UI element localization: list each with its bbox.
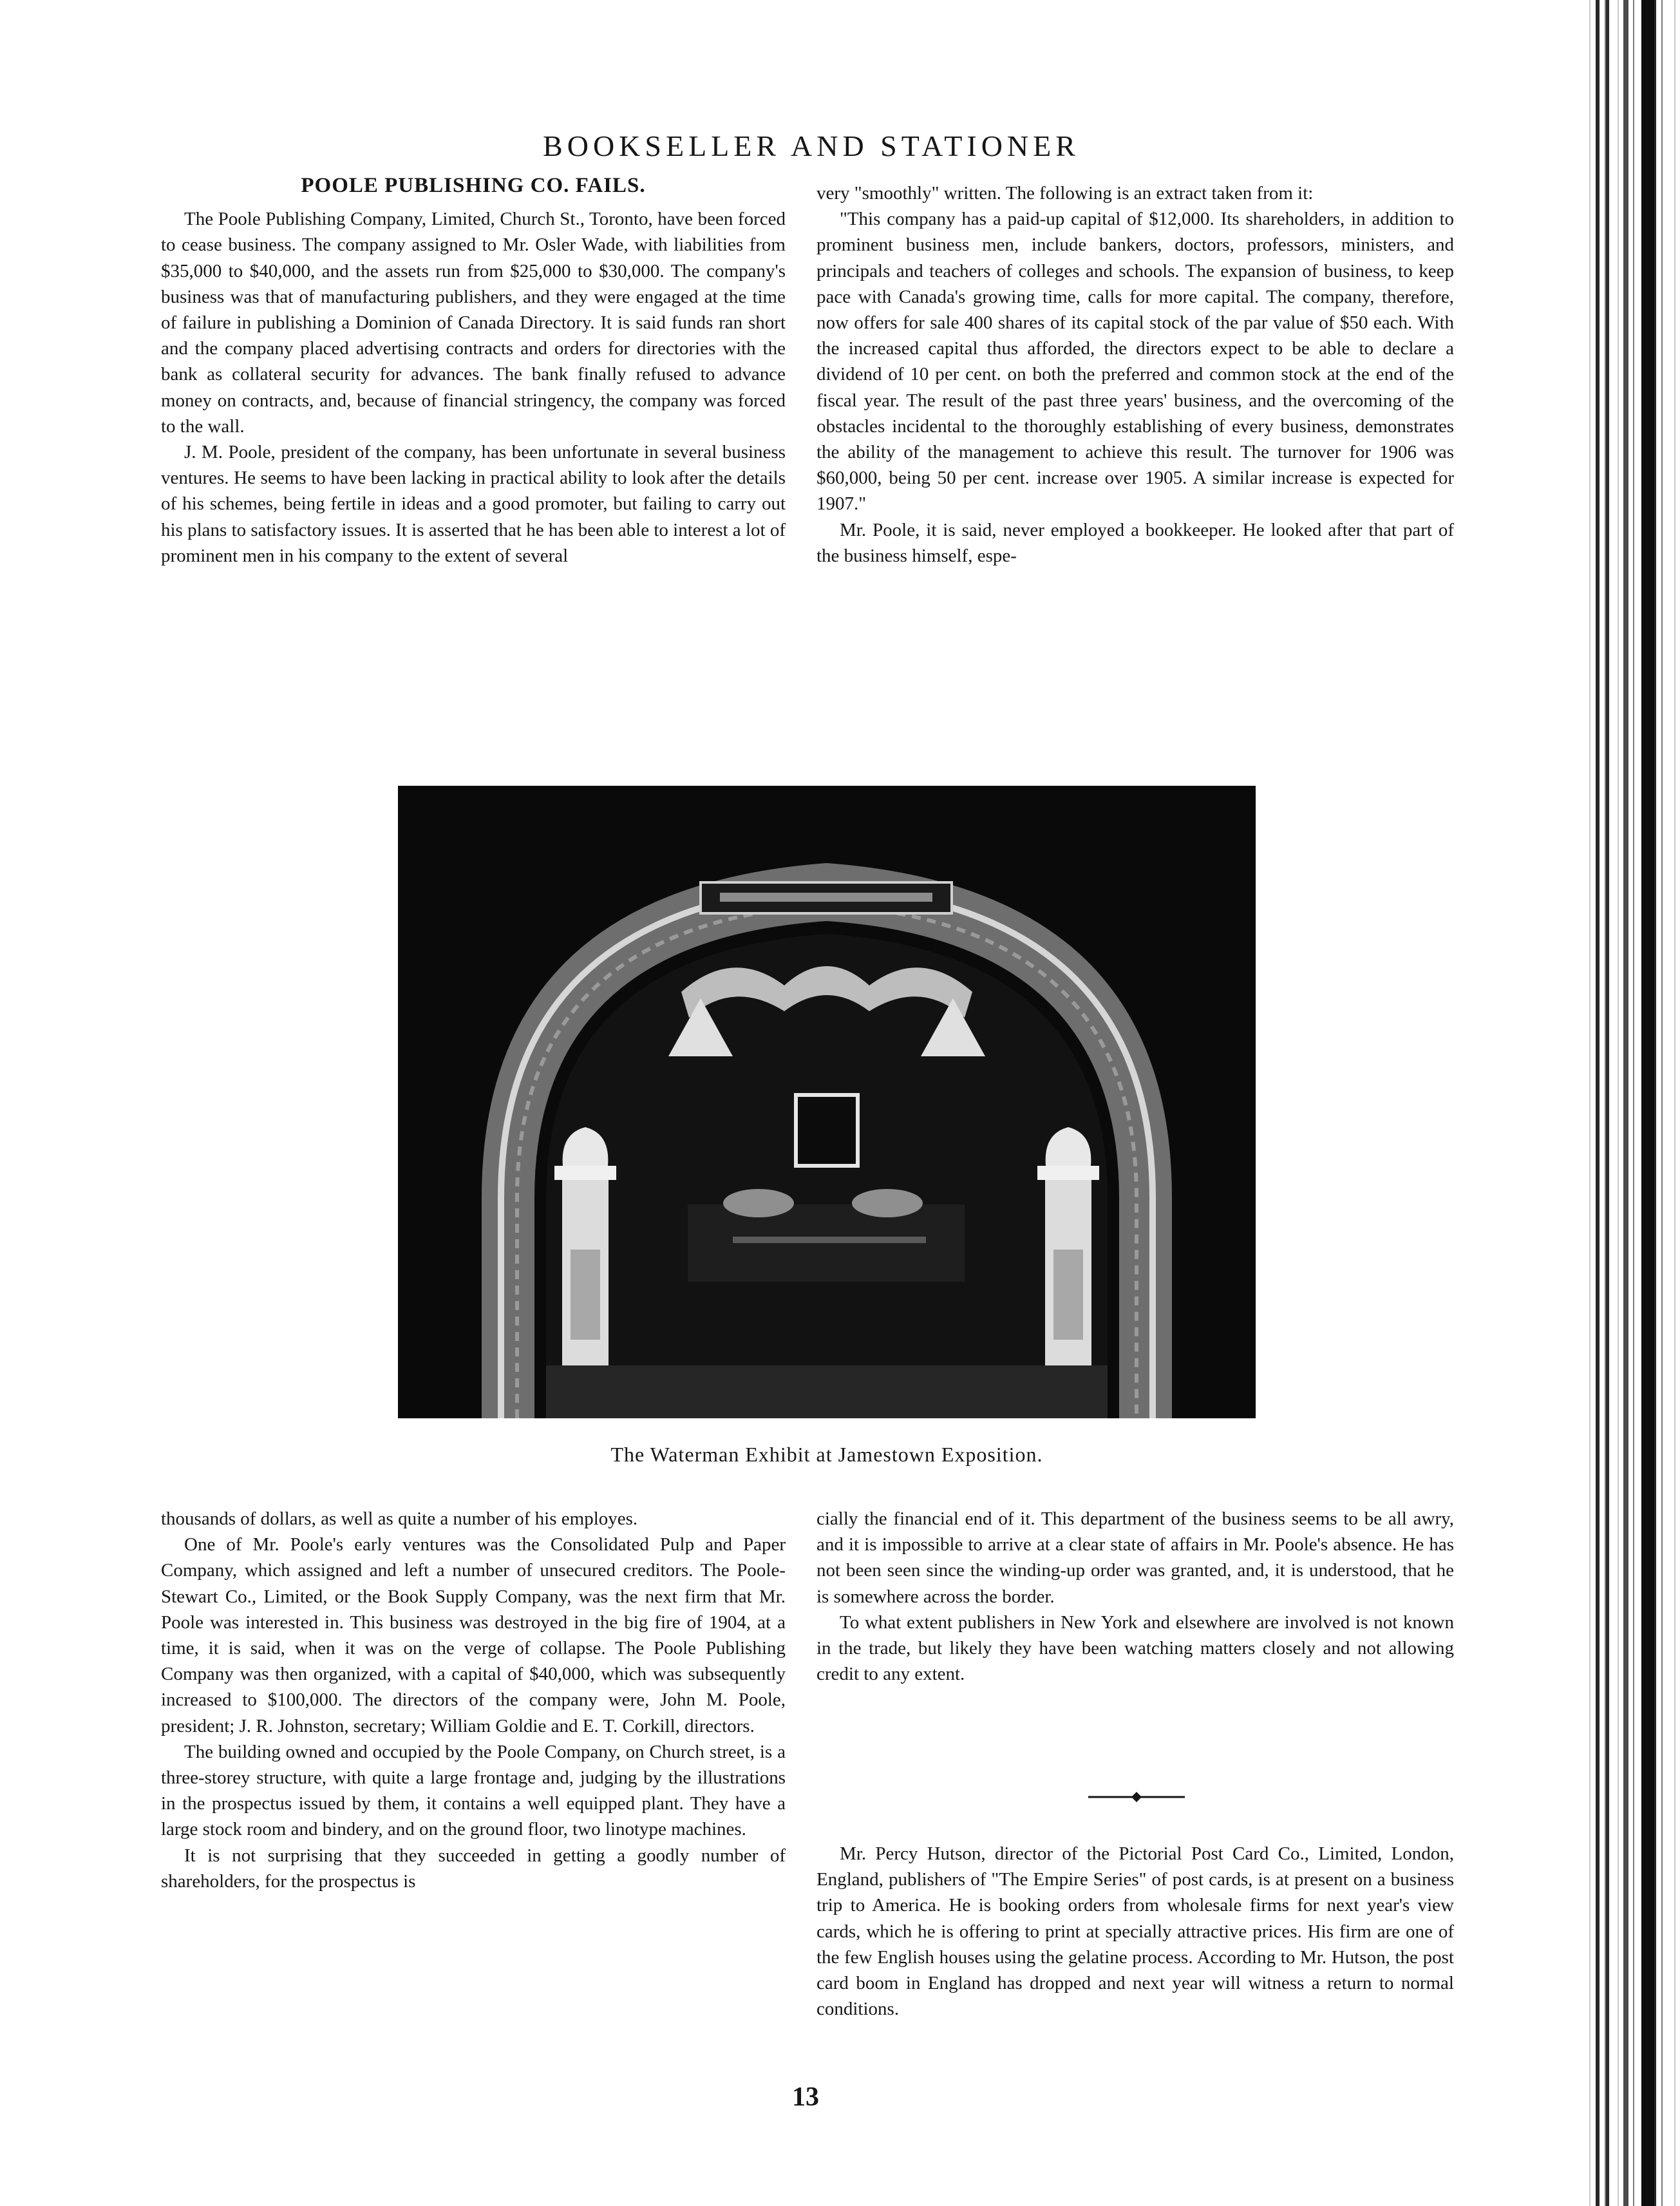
section-divider (1088, 1791, 1185, 1803)
paragraph: very "smoothly" written. The following is an extract taken from it: (816, 183, 1314, 204)
binding-edge (1583, 0, 1680, 2206)
page-number: 13 (792, 2082, 819, 2112)
article-title: POOLE PUBLISHING CO. FAILS. (301, 174, 646, 197)
paragraph: J. M. Poole, president of the company, has been unfortunate in several business ventures. He seems to have been lacking in practical ability to look after the details of his schemes, being fertile in ideas and a good promoter, but failing to carry out his plans to satisfactory issues. It is asserted that he has been able to interest a lot of prominent men in his company to the extent of several (161, 442, 786, 566)
column-1 (161, 173, 786, 569)
paragraph: The Poole Publishing Company, Limited, Church St., Toronto, have been forced to cease business. The company assigned to Mr. Osler Wade, with liabilities from $35,000 to $40,000, and the assets run from $25,000 to $30,000. The company's business was that of manufacturing publishers, and they were engaged at the time of failure in publishing a Dominion of Canada Directory. It is said funds ran short and the company placed advertising contracts and orders for directories with the bank as collateral security for advances. The bank finally refused to advance money on contracts, and, because of financial stringency, the company was forced to the wall. (161, 209, 786, 437)
paragraph: The building owned and occupied by the Poole Company, on Church street, is a three-storey structure, with quite a large frontage and, judging by the illustrations in the prospectus issued by them, it contains a well equipped plant. They have a large stock room and bindery, and on the ground floor, two linotype machines. (161, 1741, 786, 1840)
paragraph: Mr. Poole, it is said, never employed a bookkeeper. He looked after that part of the business himself, espe- (816, 519, 1454, 566)
figure-caption: The Waterman Exhibit at Jamestown Exposition. (610, 1443, 1043, 1466)
column-3 (161, 1506, 786, 1894)
paragraph: One of Mr. Poole's early ventures was the Consolidated Pulp and Paper Company, which assigned and left a number of unsecured creditors. The Poole-Stewart Co., Limited, or the Book Supply Company, was the next firm that Mr. Poole was interested in. This business was destroyed in the big fire of 1904, at a time, it is said, when it was on the verge of collapse. The Poole Publishing Company was then organized, with a capital of $40,000, which was subsequently increased to $100,000. The directors of the company were, John M. Poole, president; J. R. Johnston, secretary; William Goldie and E. T. Corkill, directors. (161, 1534, 786, 1736)
paragraph: cially the financial end of it. This department of the business seems to be all awry, and it is impossible to arrive at a clear state of affairs in Mr. Poole's absence. He has not been seen since the winding-up order was granted, and, it is understood, that he is somewhere across the border. (816, 1508, 1454, 1607)
column-2 (816, 180, 1454, 569)
paragraph: To what extent publishers in New York and elsewhere are involved is not known in the trade, but likely they have been watching matters closely and not allowing credit to any extent. (816, 1612, 1454, 1685)
news-item-hutson (816, 1841, 1454, 2022)
paragraph: It is not surprising that they succeeded in getting a goodly number of shareholders, for the prospectus is (161, 1845, 786, 1892)
exhibit-photograph (398, 786, 1256, 1418)
paragraph: Mr. Percy Hutson, director of the Pictorial Post Card Co., Limited, London, England, publishers of "The Empire Series" of post cards, is at present on a business trip to America. He is booking orders from wholesale firms for next year's view cards, which he is offering to print at specially attractive prices. His firm are one of the few English houses using the gelatine process. According to Mr. Hutson, the post card boom in England has dropped and next year will witness a return to normal conditions. (816, 1843, 1454, 2020)
quoted-extract: "This company has a paid-up capital of $12,000. Its shareholders, in addition to prominent business men, include bankers, doctors, professors, ministers, and principals and teachers of colleges and schools. The expansion of business, to keep pace with Canada's growing time, calls for more capital. The company, therefore, now offers for sale 400 shares of its capital stock of the par value of $50 each. With the increased capital thus afforded, the directors expect to be able to declare a dividend of 10 per cent. on both the preferred and common stock at the end of the fiscal year. The result of the past three years' business, and the overcoming of the obstacles incidental to the thoroughly establishing of every business, demonstrates the ability of the management to achieve this result. The turnover for 1906 was $60,000, being 50 per cent. increase over 1905. A similar increase is expected for 1907." (816, 209, 1454, 515)
column-4 (816, 1506, 1454, 1687)
running-head: BOOKSELLER AND STATIONER (543, 129, 1080, 162)
paragraph: thousands of dollars, as well as quite a number of his employes. (161, 1508, 638, 1529)
